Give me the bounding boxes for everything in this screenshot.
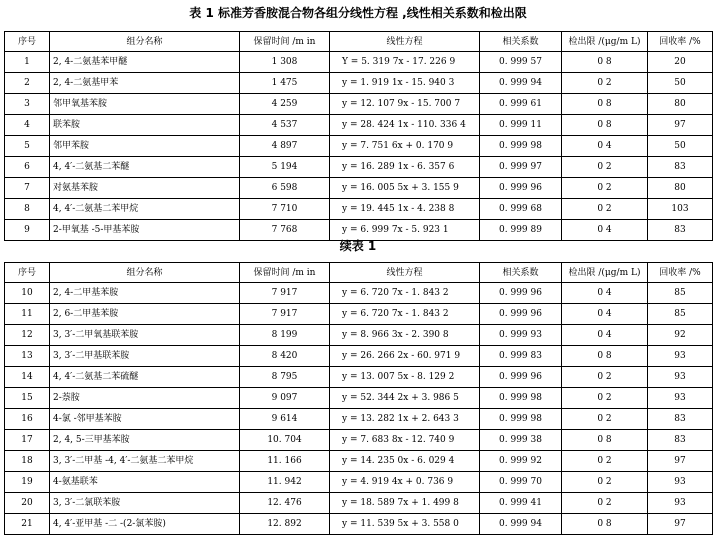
cell-correlation-coefficient: 0. 999 61: [480, 94, 562, 115]
cell-correlation-coefficient: 0. 999 98: [480, 388, 562, 409]
cell-row-number: 12: [5, 325, 50, 346]
cell-component-name: 2-萘胺: [50, 388, 240, 409]
table-row: [5, 94, 713, 115]
cell-detection-limit: 0 4: [562, 220, 648, 241]
table2-header-recovery-rate: 回收率 /%: [648, 263, 713, 283]
cell-component-name: 对氨基苯胺: [50, 178, 240, 199]
cell-detection-limit: 0 8: [562, 430, 648, 451]
cell-recovery-rate: 80: [648, 94, 713, 115]
cell-linear-equation: Y = 5. 319 7x - 17. 226 9: [330, 52, 480, 73]
cell-detection-limit: 0 2: [562, 178, 648, 199]
cell-detection-limit: 0 2: [562, 157, 648, 178]
table2-header-row-number: 序号: [5, 263, 50, 283]
cell-linear-equation: y = 6. 720 7x - 1. 843 2: [330, 304, 480, 325]
cell-linear-equation: y = 8. 966 3x - 2. 390 8: [330, 325, 480, 346]
cell-detection-limit: 0 2: [562, 451, 648, 472]
cell-detection-limit: 0 8: [562, 346, 648, 367]
cell-retention-time: 4 897: [240, 136, 330, 157]
cell-recovery-rate: 85: [648, 283, 713, 304]
cell-row-number: 10: [5, 283, 50, 304]
cell-recovery-rate: 85: [648, 304, 713, 325]
table-row: [5, 178, 713, 199]
cell-row-number: 4: [5, 115, 50, 136]
cell-retention-time: 7 768: [240, 220, 330, 241]
table-row: [5, 367, 713, 388]
table-row: [5, 52, 713, 73]
cell-recovery-rate: 50: [648, 73, 713, 94]
cell-correlation-coefficient: 0. 999 96: [480, 178, 562, 199]
cell-component-name: 2, 4-二氨基苯甲醚: [50, 52, 240, 73]
cell-component-name: 2-甲氧基 -5-甲基苯胺: [50, 220, 240, 241]
table2-header-correlation-coefficient: 相关系数: [480, 263, 562, 283]
cell-component-name: 3, 3′-二甲基联苯胺: [50, 346, 240, 367]
cell-component-name: 联苯胺: [50, 115, 240, 136]
cell-linear-equation: y = 12. 107 9x - 15. 700 7: [330, 94, 480, 115]
cell-linear-equation: y = 6. 720 7x - 1. 843 2: [330, 283, 480, 304]
cell-linear-equation: y = 16. 289 1x - 6. 357 6: [330, 157, 480, 178]
cell-correlation-coefficient: 0. 999 70: [480, 472, 562, 493]
table-row: [5, 346, 713, 367]
cell-correlation-coefficient: 0. 999 94: [480, 73, 562, 94]
table1-header-linear-equation: 线性方程: [330, 32, 480, 52]
cell-correlation-coefficient: 0. 999 38: [480, 430, 562, 451]
cell-retention-time: 9 614: [240, 409, 330, 430]
cell-detection-limit: 0 8: [562, 94, 648, 115]
cell-linear-equation: y = 52. 344 2x + 3. 986 5: [330, 388, 480, 409]
cell-row-number: 3: [5, 94, 50, 115]
cell-recovery-rate: 93: [648, 493, 713, 514]
cell-correlation-coefficient: 0. 999 83: [480, 346, 562, 367]
cell-retention-time: 6 598: [240, 178, 330, 199]
cell-row-number: 9: [5, 220, 50, 241]
table2-caption: 续表 1: [339, 239, 377, 253]
table1-header-component-name: 组分名称: [50, 32, 240, 52]
cell-retention-time: 7 710: [240, 199, 330, 220]
table2: [4, 262, 713, 535]
cell-row-number: 2: [5, 73, 50, 94]
table-row: [5, 115, 713, 136]
cell-row-number: 17: [5, 430, 50, 451]
cell-recovery-rate: 97: [648, 451, 713, 472]
table-row: [5, 388, 713, 409]
cell-correlation-coefficient: 0. 999 92: [480, 451, 562, 472]
cell-retention-time: 8 199: [240, 325, 330, 346]
cell-retention-time: 7 917: [240, 304, 330, 325]
table1-header-row: [5, 32, 713, 52]
cell-correlation-coefficient: 0. 999 57: [480, 52, 562, 73]
cell-recovery-rate: 93: [648, 388, 713, 409]
cell-retention-time: 8 795: [240, 367, 330, 388]
table2-header-retention-time: 保留时间 /m in: [240, 263, 330, 283]
cell-row-number: 19: [5, 472, 50, 493]
cell-retention-time: 12. 476: [240, 493, 330, 514]
cell-retention-time: 11. 942: [240, 472, 330, 493]
table-row: [5, 283, 713, 304]
cell-component-name: 4-氯 -邻甲基苯胺: [50, 409, 240, 430]
cell-linear-equation: y = 11. 539 5x + 3. 558 0: [330, 514, 480, 535]
table1-header-recovery-rate: 回收率 /%: [648, 32, 713, 52]
cell-linear-equation: y = 26. 266 2x - 60. 971 9: [330, 346, 480, 367]
table1: [4, 31, 713, 241]
table2-body: [5, 283, 713, 535]
cell-row-number: 14: [5, 367, 50, 388]
cell-row-number: 15: [5, 388, 50, 409]
cell-row-number: 7: [5, 178, 50, 199]
cell-component-name: 4, 4′-二氨基二苯醚: [50, 157, 240, 178]
cell-correlation-coefficient: 0. 999 89: [480, 220, 562, 241]
table-row: [5, 451, 713, 472]
cell-correlation-coefficient: 0. 999 97: [480, 157, 562, 178]
cell-linear-equation: y = 4. 919 4x + 0. 736 9: [330, 472, 480, 493]
cell-linear-equation: y = 1. 919 1x - 15. 940 3: [330, 73, 480, 94]
cell-row-number: 11: [5, 304, 50, 325]
cell-linear-equation: y = 16. 005 5x + 3. 155 9: [330, 178, 480, 199]
table2-header-row: [5, 263, 713, 283]
cell-row-number: 16: [5, 409, 50, 430]
cell-detection-limit: 0 8: [562, 514, 648, 535]
cell-detection-limit: 0 2: [562, 472, 648, 493]
cell-component-name: 3, 3′-二甲氧基联苯胺: [50, 325, 240, 346]
cell-row-number: 6: [5, 157, 50, 178]
cell-detection-limit: 0 8: [562, 52, 648, 73]
table-row: [5, 472, 713, 493]
cell-component-name: 2, 4-二甲基苯胺: [50, 283, 240, 304]
cell-recovery-rate: 103: [648, 199, 713, 220]
cell-detection-limit: 0 4: [562, 283, 648, 304]
cell-component-name: 4, 4′-二氨基二苯甲烷: [50, 199, 240, 220]
cell-detection-limit: 0 8: [562, 115, 648, 136]
cell-component-name: 3, 3′-二氯联苯胺: [50, 493, 240, 514]
cell-retention-time: 10. 704: [240, 430, 330, 451]
cell-linear-equation: y = 7. 751 6x + 0. 170 9: [330, 136, 480, 157]
cell-recovery-rate: 93: [648, 346, 713, 367]
table-row: [5, 199, 713, 220]
table-row: [5, 136, 713, 157]
table1-header-correlation-coefficient: 相关系数: [480, 32, 562, 52]
cell-component-name: 4-氨基联苯: [50, 472, 240, 493]
cell-retention-time: 4 259: [240, 94, 330, 115]
cell-linear-equation: y = 13. 282 1x + 2. 643 3: [330, 409, 480, 430]
cell-linear-equation: y = 18. 589 7x + 1. 499 8: [330, 493, 480, 514]
cell-recovery-rate: 97: [648, 115, 713, 136]
cell-recovery-rate: 93: [648, 367, 713, 388]
table-row: [5, 304, 713, 325]
cell-row-number: 13: [5, 346, 50, 367]
table1-body: [5, 52, 713, 241]
cell-component-name: 3, 3′-二甲基 -4, 4′-二氨基二苯甲烷: [50, 451, 240, 472]
cell-retention-time: 12. 892: [240, 514, 330, 535]
cell-recovery-rate: 83: [648, 409, 713, 430]
cell-row-number: 1: [5, 52, 50, 73]
cell-detection-limit: 0 2: [562, 367, 648, 388]
cell-correlation-coefficient: 0. 999 96: [480, 304, 562, 325]
cell-correlation-coefficient: 0. 999 41: [480, 493, 562, 514]
cell-row-number: 21: [5, 514, 50, 535]
cell-detection-limit: 0 2: [562, 199, 648, 220]
table2-header-component-name: 组分名称: [50, 263, 240, 283]
cell-retention-time: 7 917: [240, 283, 330, 304]
cell-retention-time: 4 537: [240, 115, 330, 136]
cell-correlation-coefficient: 0. 999 98: [480, 136, 562, 157]
cell-linear-equation: y = 19. 445 1x - 4. 238 8: [330, 199, 480, 220]
table-row: [5, 73, 713, 94]
cell-row-number: 5: [5, 136, 50, 157]
cell-recovery-rate: 93: [648, 472, 713, 493]
cell-recovery-rate: 97: [648, 514, 713, 535]
cell-retention-time: 8 420: [240, 346, 330, 367]
cell-correlation-coefficient: 0. 999 93: [480, 325, 562, 346]
table-row: [5, 493, 713, 514]
cell-correlation-coefficient: 0. 999 96: [480, 367, 562, 388]
cell-component-name: 4, 4′-二氨基二苯硫醚: [50, 367, 240, 388]
cell-correlation-coefficient: 0. 999 68: [480, 199, 562, 220]
cell-component-name: 2, 4-二氨基甲苯: [50, 73, 240, 94]
table-row: [5, 157, 713, 178]
table1-header-retention-time: 保留时间 /m in: [240, 32, 330, 52]
table2-header-linear-equation: 线性方程: [330, 263, 480, 283]
cell-component-name: 邻甲苯胺: [50, 136, 240, 157]
cell-component-name: 2, 6-二甲基苯胺: [50, 304, 240, 325]
cell-detection-limit: 0 4: [562, 304, 648, 325]
table-row: [5, 430, 713, 451]
cell-linear-equation: y = 13. 007 5x - 8. 129 2: [330, 367, 480, 388]
cell-retention-time: 1 475: [240, 73, 330, 94]
table1-caption: 表 1 标准芳香胺混合物各组分线性方程 ,线性相关系数和检出限: [189, 6, 527, 20]
cell-detection-limit: 0 2: [562, 73, 648, 94]
cell-row-number: 8: [5, 199, 50, 220]
cell-linear-equation: y = 28. 424 1x - 110. 336 4: [330, 115, 480, 136]
cell-detection-limit: 0 2: [562, 388, 648, 409]
cell-component-name: 2, 4, 5-三甲基苯胺: [50, 430, 240, 451]
cell-detection-limit: 0 2: [562, 493, 648, 514]
cell-recovery-rate: 92: [648, 325, 713, 346]
cell-detection-limit: 0 4: [562, 136, 648, 157]
cell-recovery-rate: 83: [648, 430, 713, 451]
table1-header-row-number: 序号: [5, 32, 50, 52]
cell-component-name: 邻甲氧基苯胺: [50, 94, 240, 115]
cell-row-number: 20: [5, 493, 50, 514]
cell-retention-time: 9 097: [240, 388, 330, 409]
cell-retention-time: 5 194: [240, 157, 330, 178]
table-row: [5, 514, 713, 535]
cell-row-number: 18: [5, 451, 50, 472]
cell-correlation-coefficient: 0. 999 94: [480, 514, 562, 535]
cell-correlation-coefficient: 0. 999 11: [480, 115, 562, 136]
table-row: [5, 409, 713, 430]
cell-component-name: 4, 4′-亚甲基 -二 -(2-氯苯胺): [50, 514, 240, 535]
cell-retention-time: 11. 166: [240, 451, 330, 472]
cell-linear-equation: y = 7. 683 8x - 12. 740 9: [330, 430, 480, 451]
cell-recovery-rate: 83: [648, 220, 713, 241]
cell-correlation-coefficient: 0. 999 98: [480, 409, 562, 430]
table1-header-detection-limit: 检出限 /(μg/m L): [562, 32, 648, 52]
cell-detection-limit: 0 2: [562, 409, 648, 430]
cell-recovery-rate: 50: [648, 136, 713, 157]
cell-recovery-rate: 20: [648, 52, 713, 73]
table-row: [5, 325, 713, 346]
cell-recovery-rate: 83: [648, 157, 713, 178]
cell-detection-limit: 0 4: [562, 325, 648, 346]
cell-correlation-coefficient: 0. 999 96: [480, 283, 562, 304]
table2-header-detection-limit: 检出限 /(μg/m L): [562, 263, 648, 283]
cell-recovery-rate: 80: [648, 178, 713, 199]
cell-retention-time: 1 308: [240, 52, 330, 73]
cell-linear-equation: y = 6. 999 7x - 5. 923 1: [330, 220, 480, 241]
cell-linear-equation: y = 14. 235 0x - 6. 029 4: [330, 451, 480, 472]
